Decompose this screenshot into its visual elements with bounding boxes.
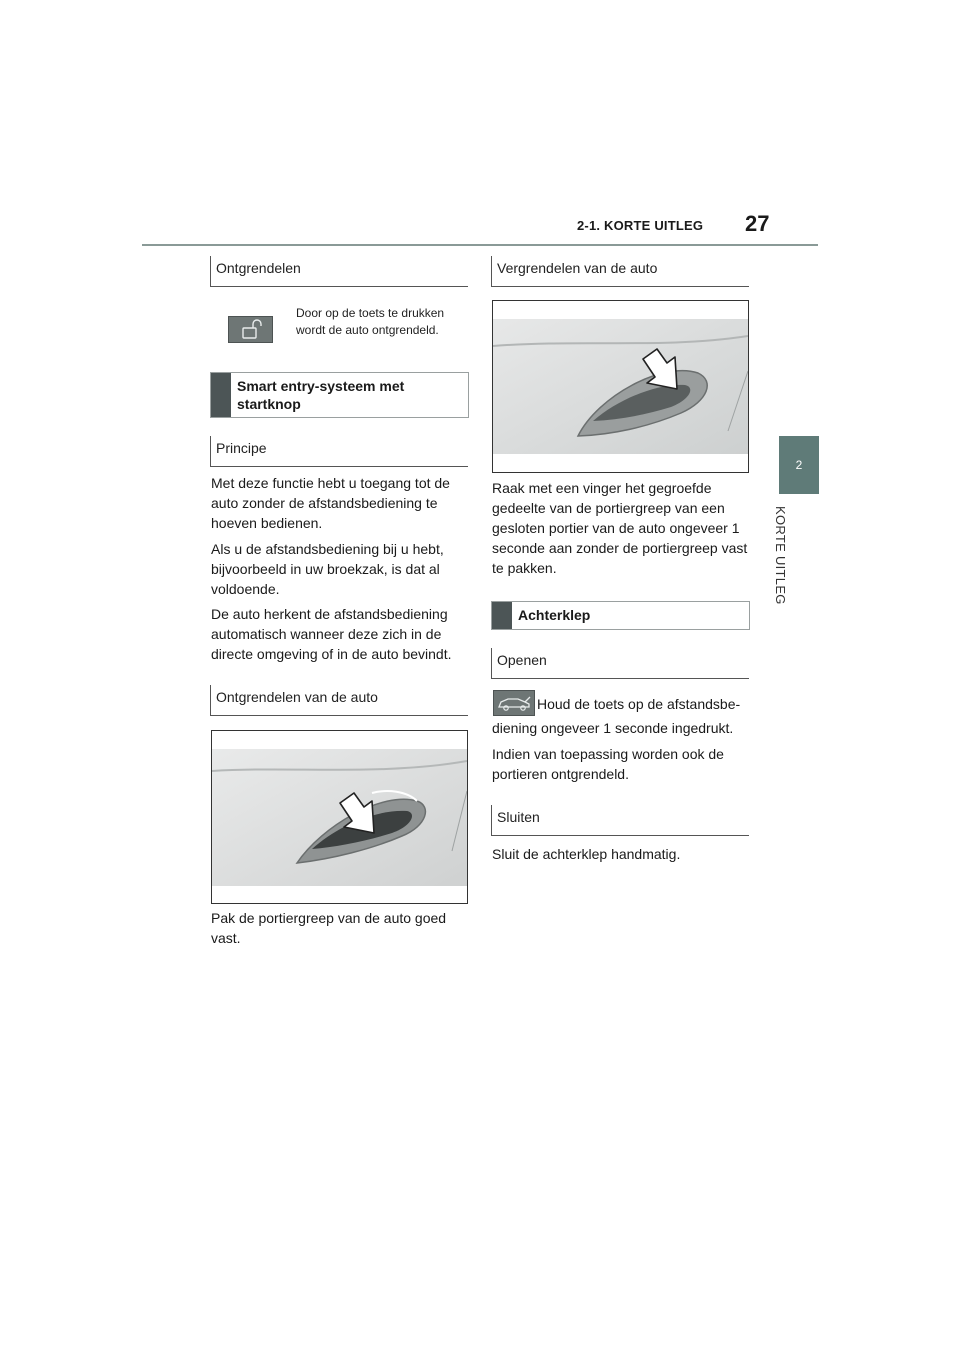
- header-rule: [142, 244, 818, 246]
- subheading-open: Openen: [491, 648, 749, 679]
- page-number: 27: [745, 211, 770, 236]
- chapter-tab: [779, 436, 819, 494]
- chapter-number: 2: [795, 458, 803, 472]
- running-header-section: 2-1. KORTE UITLEG: [577, 218, 704, 233]
- section-smart-entry: [210, 372, 469, 418]
- chapter-label: KORTE UITLEG: [773, 506, 788, 605]
- paragraph-close: Sluit de achterklep handmatig.: [492, 846, 681, 862]
- unlock-icon: [229, 317, 272, 342]
- section-tailgate: [491, 601, 750, 630]
- subheading-unlock: Ontgrendelen: [210, 256, 468, 287]
- paragraph-open-line3: Indien van toepassing worden ook de portieren ontgrendeld.: [492, 746, 724, 782]
- subheading-principle: Principe: [210, 436, 468, 467]
- door-handle-grip-image: [211, 730, 468, 904]
- section-bar: [492, 602, 512, 629]
- door-handle-touch-image: [492, 300, 749, 473]
- paragraph-open-line1: Houd de toets op de afstandsbe-: [537, 696, 741, 712]
- paragraph-unlock-car: Pak de portiergreep van de auto goed vast.: [211, 910, 447, 946]
- section-bar: [211, 373, 231, 417]
- paragraph-open-line2: diening ongeveer 1 seconde ingedrukt.: [492, 720, 734, 736]
- car-trunk-icon: [494, 691, 534, 715]
- subheading-unlock-car: Ontgrendelen van de auto: [210, 685, 468, 716]
- subheading-lock-car: Vergrendelen van de auto: [491, 256, 749, 287]
- paragraph-lock-car: Raak met een vinger het gegroefde gedeelte van de portiergreep van een gesloten portier van de auto ongeveer 1 seconde aan zonder de portiergreep vast te pakken.: [492, 480, 748, 576]
- subheading-close: Sluiten: [491, 805, 749, 836]
- section-title: Achterklep: [518, 607, 591, 623]
- tailgate-button-illustration: [493, 690, 535, 716]
- paragraph-principle-3: De auto herkent de afstandsbediening automatisch wanneer deze zich in de directe omgeving of in de auto bevindt.: [211, 606, 452, 662]
- unlock-description: Door op de toets te drukken wordt de auto ontgrendeld.: [296, 306, 445, 337]
- paragraph-principle-2: Als u de afstandsbediening bij u hebt, bijvoorbeeld in uw broekzak, is dat al voldoende.: [211, 541, 444, 597]
- unlock-button-illustration: [228, 316, 273, 343]
- section-title: Smart entry-systeem met startknop: [237, 378, 405, 412]
- paragraph-principle-1: Met deze functie hebt u toegang tot de auto zonder de afstandsbediening te hoeven bedienen.: [211, 475, 450, 531]
